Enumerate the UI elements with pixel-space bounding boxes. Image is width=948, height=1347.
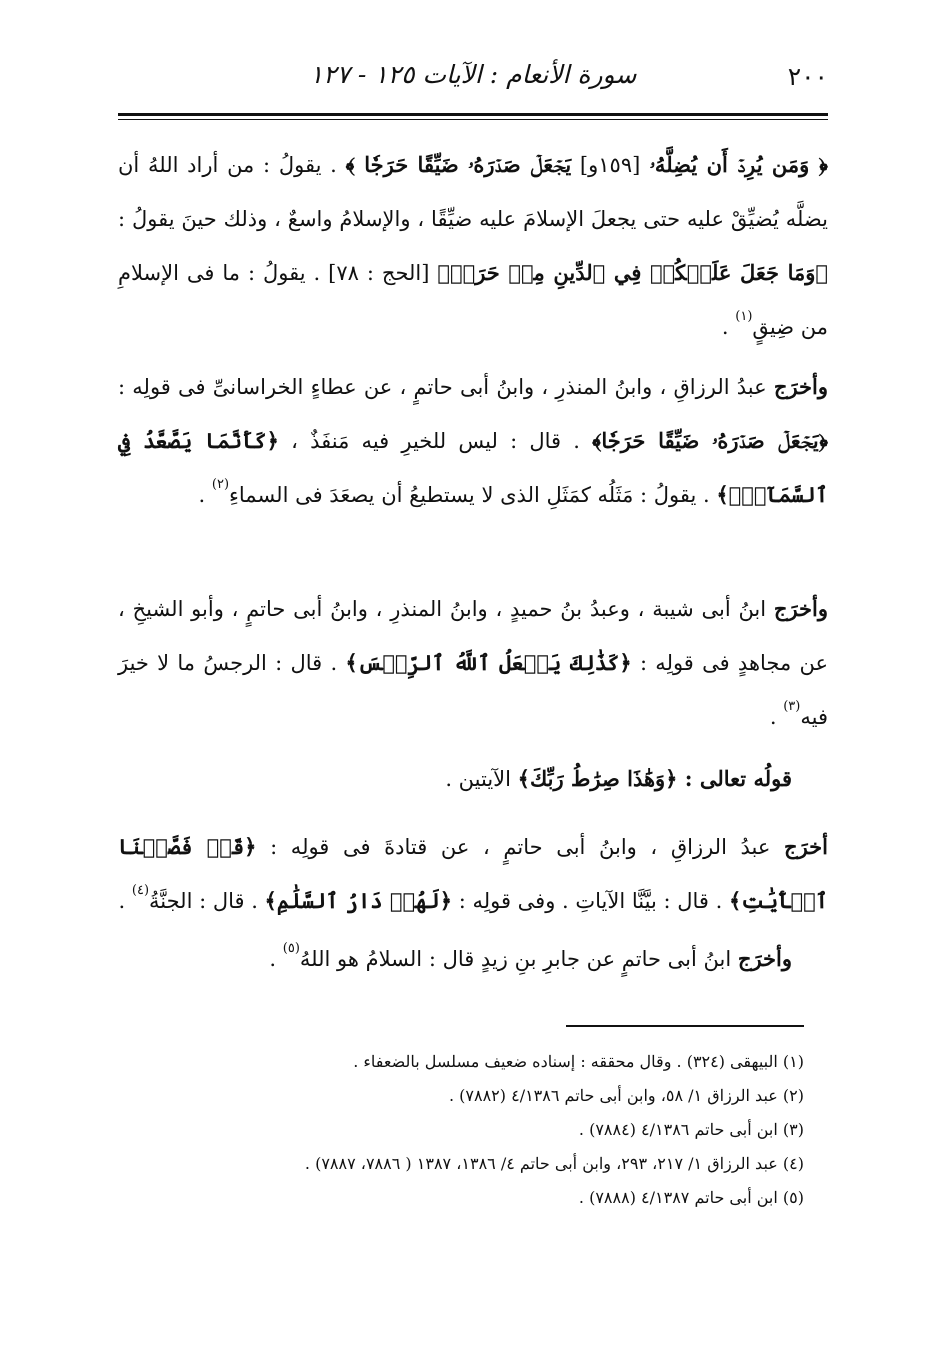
footnote-separator [566,1025,804,1027]
body-text: . يقولُ : من أراد اللهُ أن يضلَّه يُضيِّقْ عليه حتى يجعلَ الإسلامَ عليه ضيِّقًا ، والإسلامُ واسعٌ ، وذلك حينَ يقولُ : [118,153,828,231]
manuscript-ref: [١٥٩و] [571,153,641,177]
body-text: . [198,483,212,507]
footnote-marker[interactable]: (١) [735,309,753,324]
footnotes [118,1045,804,1215]
paragraph-2 [118,360,828,526]
page-number: ٢٠٠ [787,62,828,91]
quran-verse: يَجۡعَلۡ صَدۡرَهُۥ ضَيِّقًا حَرَجٗا ﴾ [345,152,572,177]
lead-word: وأخرَج [773,596,828,621]
quran-verse: ﴿وَهَٰذَا صِرَٰطُ رَبِّكَ﴾ [517,766,678,791]
body-text: . [769,705,784,729]
body-text: . قال : بيَّنَّا الآياتِ . وفى قولِه : [452,889,729,913]
footnote-4: (٤) عبد الرزاق ١/ ٢١٧، ٢٩٣، وابن أبى حاتم ٤/ ١٣٨٦، ١٣٨٧ ( ٧٨٨٦، ٧٨٨٧) . [304,1154,804,1173]
lead-word: قولُه تعالى : [677,766,792,791]
lead-word: وأخرَج [773,374,828,399]
quran-verse: ﴿يَجۡعَلۡ صَدۡرَهُۥ ضَيِّقًا حَرَجٗا﴾ [592,428,828,453]
body-text: . يقولُ : ما فى الإسلامِ من ضِيقٍ [118,261,828,339]
body-text: . يقولُ : مَثَلُه كمَثَلِ الذى لا يستطيعُ أن يصعَدَ فى السماءِ [229,483,717,507]
footnote-marker[interactable]: (٥) [282,941,300,956]
footnote-marker[interactable]: (٤) [131,883,150,898]
footnote-marker[interactable]: (٣) [783,699,801,714]
body-text: عبدُ الرزاقِ ، وابنُ المنذرِ ، وابنُ أبى حاتمٍ ، عن عطاءٍ الخراسانىِّ فى قولِه : [118,375,774,399]
footnote-marker[interactable]: (٢) [211,477,230,492]
footnote-1: (١) البيهقى (٣٢٤) . وقال محققه : إسناده ضعيف مسلسل بالضعفاء . [353,1052,804,1071]
footnote-2: (٢) عبد الرزاق ١/ ٥٨، وابن أبى حاتم ٤/١٣٨٦ (٧٨٨٢) . [448,1086,804,1105]
body-text: . [118,889,132,913]
body-text: . [721,315,736,339]
body-text: . قال : الرجسُ ما لا خيرَ فيه [118,651,828,729]
paragraph-3 [118,582,828,748]
quran-verse: ﴿ وَمَن يُرِدۡ أَن يُضِلَّهُۥ [640,152,828,177]
page-header [118,60,828,100]
paragraph-5 [118,820,828,932]
lead-word: وأخرَج [737,946,792,971]
paragraph-4 [118,752,828,806]
header-rule [118,113,828,116]
lead-word: أخرَج [784,834,828,859]
quran-verse: ﴿لَهُمۡ دَارُ ٱلسَّلَٰمِ﴾ [264,888,453,913]
footnote-3: (٣) ابن أبى حاتم ٤/١٣٨٦ (٧٨٨٤) . [578,1120,804,1139]
body-text: . قال : الجنَّةُ [149,889,265,913]
body-text: . [269,947,283,971]
body-text: الآيتين . [445,767,518,791]
paragraph-1 [118,138,828,358]
quran-verse: ﴿وَمَا جَعَلَ عَلَيۡكُمۡ فِي ٱلدِّينِ مِنۡ حَرَجٖ﴾ [437,260,829,285]
quran-verse: ﴿كَأَنَّمَا يَصَّعَّدُ فِي ٱلسَّمَآءِۚ﴾ [118,428,828,507]
surah-ref: [الحج : ٧٨] [328,261,438,285]
body-text: عبدُ الرزاقِ ، وابنُ أبى حاتمٍ ، عن قتادةَ فى قولِه : [256,835,785,859]
footnote-5: (٥) ابن أبى حاتم ٤/١٣٨٧ (٧٨٨٨) . [578,1188,804,1207]
running-title: سورة الأنعام : الآيات ١٢٥ - ١٢٧ [309,60,637,89]
body-text: . قال : ليس للخيرِ فيه مَنفَذٌ ، [279,429,593,453]
quran-verse: ﴿كَذَٰلِكَ يَجۡعَلُ ٱللَّهُ ٱلرِّجۡسَ﴾ [345,650,632,675]
body-text: ابنُ أبى شيبة ، وعبدُ بنُ حميدٍ ، وابنُ المنذرِ ، وابنُ أبى حاتمٍ ، وأبو الشيخِ ، عن مجاهدٍ فى قولِه : [118,597,828,675]
quran-verse: ﴿قَدۡ فَصَّلۡنَا ٱلۡأٓيَٰتِ﴾ [118,834,828,913]
body-text: ابنُ أبى حاتمٍ عن جابرِ بنِ زيدٍ قال : السلامُ هو اللهُ [299,947,738,971]
header-rule-thin [118,119,828,120]
paragraph-6 [118,932,828,990]
